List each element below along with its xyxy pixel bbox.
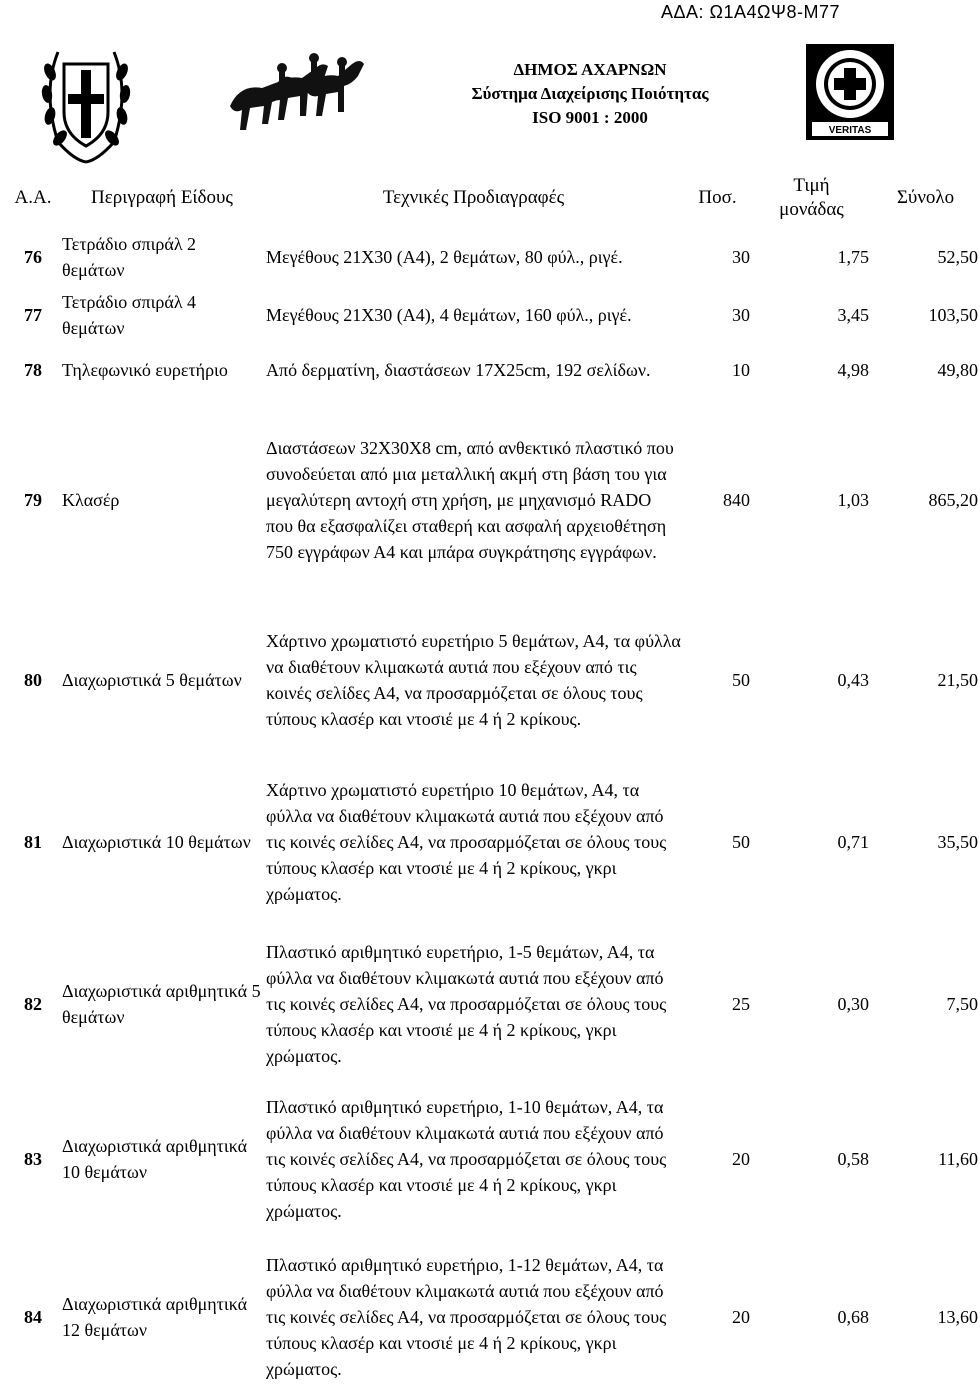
svg-text:VERITAS: VERITAS (828, 125, 872, 136)
table-row (6, 1238, 980, 1396)
row-number: 82 (24, 994, 42, 1014)
row-number: 76 (24, 247, 42, 267)
table-row (6, 228, 980, 286)
item-quantity: 30 (732, 247, 750, 267)
item-description: Διαχωριστικά αριθμητικά 5 θεμάτων (62, 981, 261, 1027)
table-header-row (6, 168, 980, 228)
table-row (6, 286, 980, 344)
row-number: 83 (24, 1149, 42, 1169)
item-description: Διαχωριστικά 10 θεμάτων (62, 832, 251, 852)
table-row (6, 604, 980, 756)
item-quantity: 50 (732, 670, 750, 690)
bureau-veritas-logo (806, 44, 894, 140)
item-total: 7,50 (946, 994, 978, 1014)
item-quantity: 30 (732, 305, 750, 325)
quality-system-title: Σύστημα Διαχείρισης Ποιότητας (471, 84, 709, 103)
item-description: Διαχωριστικά αριθμητικά 10 θεμάτων (62, 1136, 248, 1182)
greek-coat-of-arms-icon (38, 42, 134, 166)
item-specifications: Χάρτινο χρωματιστό ευρετήριο 5 θεμάτων, Α4, τα φύλλα να διαθέτουν κλιμακωτά αυτιά που εξέχουν από τις κοινές σελίδες Α4, να προσαρμόζεται σε όλους τους τύπους κλασέρ και ντοσιέ με 4 ή 2 κρίκους. (266, 631, 681, 729)
row-number: 80 (24, 670, 42, 690)
row-number: 77 (24, 305, 42, 325)
item-description: Διαχωριστικά 5 θεμάτων (62, 670, 242, 690)
ada-code: ΑΔΑ: Ω1Α4ΩΨ8-Μ77 (660, 2, 840, 22)
item-unit-price: 0,71 (837, 832, 869, 852)
col-header-specifications: Τεχνικές Προδιαγραφές (382, 187, 565, 208)
item-specifications: Πλαστικό αριθμητικό ευρετήριο, 1-5 θεμάτων, Α4, τα φύλλα να διαθέτουν κλιμακωτά αυτιά που εξέχουν από τις κοινές σελίδες Α4, να προσαρμόζεται σε όλους τους τύπους κλασέρ και ντοσιέ με 4 ή 2 κρίκους, γκρι χρώματος. (266, 942, 667, 1066)
table-row (6, 1080, 980, 1238)
item-specifications: Πλαστικό αριθμητικό ευρετήριο, 1-10 θεμάτων, Α4, τα φύλλα να διαθέτουν κλιμακωτά αυτιά που εξέχουν από τις κοινές σελίδες Α4, να προσαρμόζεται σε όλους τους τύπους κλασέρ και ντοσιέ με 4 ή 2 κρίκους, γκρι χρώματος. (266, 1097, 667, 1221)
item-total: 865,20 (928, 490, 978, 510)
col-header-unit-price-line1: Τιμή (793, 175, 830, 196)
item-unit-price: 0,58 (837, 1149, 869, 1169)
item-description: Διαχωριστικά αριθμητικά 12 θεμάτων (62, 1294, 248, 1340)
item-unit-price: 0,68 (837, 1307, 869, 1327)
row-number: 81 (24, 832, 42, 852)
col-header-description: Περιγραφή Είδους (91, 187, 233, 208)
item-total: 49,80 (937, 360, 978, 380)
table-row (6, 756, 980, 928)
iso-standard: ISO 9001 : 2000 (532, 108, 648, 127)
item-unit-price: 3,45 (837, 305, 869, 325)
items-table (6, 168, 980, 1396)
horses-sculpture-logo (222, 44, 372, 144)
item-specifications: Μεγέθους 21Χ30 (Α4), 4 θεμάτων, 160 φύλ., ριγέ. (266, 305, 632, 325)
item-total: 35,50 (937, 832, 978, 852)
item-description: Τηλεφωνικό ευρετήριο (62, 360, 228, 380)
item-specifications: Μεγέθους 21Χ30 (Α4), 2 θεμάτων, 80 φύλ., ριγέ. (266, 247, 623, 267)
item-unit-price: 1,75 (837, 247, 869, 267)
item-total: 21,50 (937, 670, 978, 690)
row-number: 78 (24, 360, 42, 380)
table-row (6, 396, 980, 604)
item-quantity: 20 (732, 1307, 750, 1327)
item-description: Τετράδιο σπιράλ 2 θεμάτων (62, 234, 197, 280)
table-row (6, 928, 980, 1080)
col-header-unit-price-line2: μονάδας (779, 199, 844, 220)
col-header-aa: Α.Α. (14, 187, 52, 208)
item-specifications: Από δερματίνη, διαστάσεων 17Χ25cm, 192 σελίδων. (266, 360, 651, 380)
table-row (6, 344, 980, 396)
item-description: Κλασέρ (62, 490, 120, 510)
row-number: 84 (24, 1307, 42, 1327)
item-unit-price: 0,30 (837, 994, 869, 1014)
item-quantity: 25 (732, 994, 750, 1014)
col-header-quantity: Ποσ. (698, 187, 737, 208)
item-unit-price: 4,98 (837, 360, 869, 380)
item-specifications: Χάρτινο χρωματιστό ευρετήριο 10 θεμάτων, Α4, τα φύλλα να διαθέτουν κλιμακωτά αυτιά που εξέχουν από τις κοινές σελίδες Α4, να προσαρμόζεται σε όλους τους τύπους κλασέρ και ντοσιέ με 4 ή 2 κρίκους, γκρι χρώματος. (266, 780, 667, 904)
item-total: 52,50 (937, 247, 978, 267)
item-unit-price: 1,03 (837, 490, 869, 510)
col-header-unit-price (752, 168, 871, 228)
org-name: ΔΗΜΟΣ ΑΧΑΡΝΩΝ (513, 60, 667, 79)
item-quantity: 840 (723, 490, 750, 510)
item-total: 13,60 (937, 1307, 978, 1327)
item-quantity: 20 (732, 1149, 750, 1169)
item-unit-price: 0,43 (837, 670, 869, 690)
item-total: 103,50 (928, 305, 978, 325)
item-description: Τετράδιο σπιράλ 4 θεμάτων (62, 292, 197, 338)
item-quantity: 10 (732, 360, 750, 380)
item-specifications: Διαστάσεων 32Χ30Χ8 cm, από ανθεκτικό πλαστικό που συνοδεύεται από μια μεταλλική ακμή στη βάση του για μεγαλύτερη αντοχή στη χρήση, με μηχανισμό RADO που θα εξασφαλίζει σταθερή και ασφαλή αρχειοθέτηση 750 εγγράφων Α4 και μπάρα συγκράτησης εγγράφων. (266, 438, 674, 562)
item-quantity: 50 (732, 832, 750, 852)
row-number: 79 (24, 490, 42, 510)
item-total: 11,60 (938, 1149, 978, 1169)
col-header-total: Σύνολο (896, 187, 955, 208)
item-specifications: Πλαστικό αριθμητικό ευρετήριο, 1-12 θεμάτων, Α4, τα φύλλα να διαθέτουν κλιμακωτά αυτιά που εξέχουν από τις κοινές σελίδες Α4, να προσαρμόζεται σε όλους τους τύπους κλασέρ και ντοσιέ με 4 ή 2 κρίκους, γκρι χρώματος. (266, 1255, 667, 1379)
